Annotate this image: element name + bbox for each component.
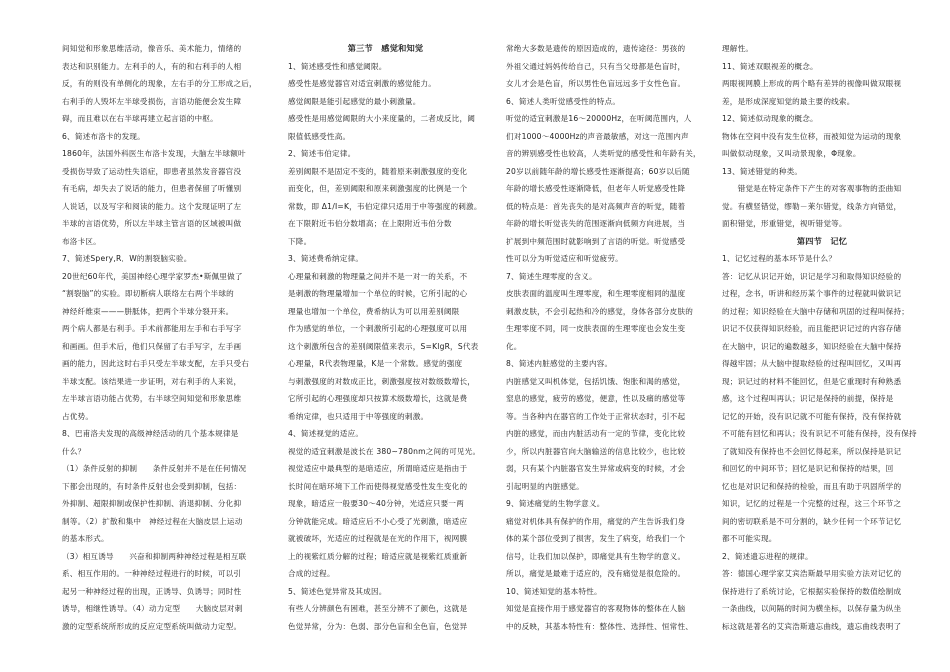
text-line: 们对1000～4000Hz的声音最敏感，对这一范围内声 (506, 131, 689, 141)
text-line: 色觉异常，分为：色弱、部分色盲和全色盲，色觉异 (288, 621, 468, 631)
text-line: 年龄的增长感受性逐渐降低，但老年人听觉感受性降 (506, 184, 686, 193)
text-line: 作为感觉的单位，一个刺激所引起的心理强度可以用 (288, 324, 468, 333)
text-line: 就被破坏，光适应的过程就是在光的作用下，视网膜 (288, 534, 468, 543)
text-line: 引起明显的内脏感觉。 (506, 481, 584, 491)
text-line: 神经纤维束———胼胝体，把两个半球分裂开来。 (62, 306, 234, 316)
text-line: 和画画。但手术后，他们只保留了右手写字，左手画 (62, 341, 242, 351)
text-line: 11、简述双眼视差的概念。 (722, 61, 818, 71)
text-line: 碍，而且难以在右半球再建立起言语的中枢。 (62, 114, 218, 123)
text-line: 音的辨别感受性也较高，人类听觉的感受性和年龄有关， (506, 149, 701, 158)
text-line: （3）相互诱导 兴奋和抑制两种神经过程是相互联 (62, 551, 247, 561)
text-line: 4、简述视觉的适应。 (288, 429, 364, 438)
text-line: 布洛卡区。 (62, 236, 101, 246)
text-line: 的基本形式。 (62, 534, 109, 543)
column-1 (62, 40, 267, 635)
text-line: 右利手的人毁坏左半球受损伤，言语功能便会发生障 (62, 96, 242, 106)
text-line: 两眼视网膜上形成的两个略有差异的视像叫做双眼视 (722, 79, 902, 88)
text-line: 视觉适应中最典型的是暗适应，所谓暗适应是指由于 (288, 464, 468, 473)
text-line: 7、简述生理零度的含义。 (506, 271, 597, 281)
text-line: 占优势。 (62, 411, 94, 421)
text-line: 不可能有回忆和再认；没有识记不可能有保持，没有保持 (722, 429, 917, 438)
section-heading: 第三节 感觉和知觉 (347, 43, 424, 53)
text-line: 起另一种神经过程的出现，正诱导、负诱导；同时性 (62, 586, 242, 596)
text-line: 视觉的适宜刺激是波长在 380~780nm之间的可见光。 (288, 446, 481, 456)
text-line: 标这就是著名的艾宾浩斯遗忘曲线，遗忘曲线表明了 (722, 621, 902, 631)
text-line: 感受性是感觉器官对适宜刺激的感觉能力。 (288, 79, 437, 88)
text-line: 希纳定律，也只适用于中等强度的刺激。 (288, 411, 429, 421)
text-line: 左半球言语功能占优势，右半球空间知觉和形象思维 (62, 394, 242, 403)
text-line: 等。当各种内在器官的工作处于正常状态时，引不起 (506, 411, 686, 421)
text-line: 3、简述费希纳定律。 (288, 254, 364, 263)
column-3 (506, 40, 709, 635)
text-line: 所以，痛觉是最难于适应的，没有痛觉是很危险的。 (506, 569, 686, 578)
text-line: 系、相互作用的。一种神经过程进行的时候，可以引 (62, 569, 242, 578)
text-line: 分钟就能完成。暗适应后不小心受了光刺激，暗适应 (288, 516, 468, 526)
text-line: 性可以分为听觉适应和听觉疲劳。 (506, 254, 623, 263)
text-line: 8、巴甫洛夫发现的高级神经活动的几个基本规律是 (62, 429, 239, 438)
section-heading: 第四节 记忆 (796, 235, 848, 246)
text-line: 间知觉和形象思维活动，像音乐、美术能力，情绪的 (62, 44, 242, 53)
text-line: 识记不仅获得知识经验，而且能把识记过的内容存储 (722, 324, 902, 333)
text-line: 20岁以前随年龄的增长感受性逐渐提高；60岁以后随 (506, 166, 690, 176)
text-line: 而变化，但，差别阈限和原来刺激强度的比例是一个 (288, 184, 468, 193)
text-line: “割裂脑”的实验。即切断病人联络左右两个半球的 (62, 289, 234, 298)
text-line: 长时间在暗环境下工作而使得视觉感受性发生变化的 (288, 481, 468, 491)
text-line: 听觉的适宜刺激是16～20000Hz，在听阈范围内，人 (506, 114, 692, 123)
text-line: 1860年，法国外科医生布洛卡发现，大脑左半球额叶 (62, 149, 246, 158)
text-line: 知识，记忆的过程是一个完整的过程，这三个环节之 (722, 499, 902, 508)
text-line: 忆也是对识记和保持的检验，而且有助于巩固所学的 (722, 481, 902, 491)
text-line: 7、简述Spery,R．W的割裂脑实验。 (62, 254, 192, 263)
text-line: 女儿才会是色盲，所以男性色盲远远多于女性色盲。 (506, 79, 686, 88)
text-line: 过程，念书，听讲和经历某个事件的过程就叫做识记 (722, 289, 902, 298)
text-line: 面积错觉，形重错觉，视听错觉等。 (722, 219, 847, 228)
text-line: 心理量和刺激的物理量之间并不是一对一的关系，不 (288, 271, 468, 281)
text-line: 内脏的感觉，而由内脏活动有一定的节律，变化比较 (506, 429, 686, 438)
text-line: 诱导，相继性诱导。（4）动力定型 大脑皮层对刺 (62, 604, 243, 613)
column-4 (722, 40, 922, 635)
text-line: 表达和识别能力。左利手的人，有的和右利手的人相 (62, 61, 242, 71)
text-line: （1）条件反射的抑制 条件反射并不是在任何情况 (62, 464, 247, 473)
text-line: 画的能力，因此这时右手只受左半球支配，左手只受右 (62, 359, 250, 368)
text-line: 扩展到中频范围时就影响到了言语的听觉。听觉感受 (506, 236, 686, 246)
text-line: 错觉是在特定条件下产生的对客观事物的歪曲知 (722, 184, 902, 193)
text-line: 12、简述似动现象的概念。 (722, 114, 818, 123)
text-line: 皮肤表面的温度叫生理零度，和生理零度相同的温度 (506, 289, 686, 298)
text-line: 和回忆的中间环节；回忆是识记和保持的结果，回 (722, 464, 894, 473)
text-line: 答：德国心理学家艾宾浩斯最早用实验方法对记忆的 (722, 569, 902, 578)
text-line: 什么？ (62, 446, 86, 456)
text-line: 保持进行了系统讨论，它根据实验保持的数值绘制成 (722, 586, 902, 596)
text-line: 都不可能实现。 (722, 534, 777, 543)
text-line: 记忆的开始，没有识记就不可能有保持，没有保持就 (722, 411, 902, 421)
text-line: 生理零度不同，同一皮肤表面的生理零度也会发生变 (506, 324, 686, 333)
text-line: 10、简述知觉的基本特性。 (506, 586, 602, 596)
text-line: 内脏感觉又叫机体觉，包括饥饿、饱胀和渴的感觉， (506, 376, 686, 386)
text-line: 了就知没有保持也不会回忆得起来，所以保持是识记 (722, 446, 902, 456)
text-line: 制等。（2）扩散和集中 神经过程在大脑皮层上运动 (62, 516, 243, 526)
text-line: 心理量，R代表物理量，K是一个常数。感觉的强度 (288, 359, 463, 368)
text-line: 13、简述错觉的种类。 (722, 166, 803, 176)
text-line: 有毛病，却失去了说话的能力，但患者保留了听懂别 (62, 184, 242, 193)
text-line: 这个刺激所包含的差别阈限值来表示，S=KlgR，S代表 (288, 341, 479, 351)
text-line: 感，这个过程叫再认；识记是保持的前提，保持是 (722, 394, 894, 403)
text-line: 感觉阈限是能引起感觉的最小刺激量。 (288, 96, 421, 106)
text-line: 在下限附近韦伯分数增高；在上限附近韦伯分数 (288, 219, 452, 228)
text-line: 合成的过程。 (288, 569, 335, 578)
text-line: 物体在空间中没有发生位移，而被知觉为运动的现象 (722, 131, 902, 141)
text-line: 在大脑中，识记的遍数越多，知识经验在大脑中保持 (722, 341, 902, 351)
text-line: 痛觉对机体具有保护的作用，痛觉的产生告诉我们身 (506, 516, 686, 526)
text-line: 6、简述人类听觉感受性的特点。 (506, 96, 621, 106)
text-line: 半球支配。该结果进一步证明，对右利手的人来说， (62, 376, 242, 386)
text-line: 体的某个部位受到了损害，发生了病变，给我们一个 (506, 534, 686, 543)
text-line: 半球的言语优势，所以左半球主管言语的区域被叫做 (62, 219, 242, 228)
text-line: 激的定型系统所形成的反应定型系统叫做动力定型。 (62, 621, 242, 631)
text-line: 的过程；知识经验在大脑中存储和巩固的过程叫保持； (722, 306, 910, 316)
text-line: 下降。 (288, 236, 312, 246)
text-line: 间的密切联系是不可分割的，缺少任何一个环节记忆 (722, 516, 902, 526)
text-line: 与刺激强度的对数成正比，刺激强度按对数级数增长， (288, 376, 476, 386)
text-line: 人说话，以及写字和阅读的能力。这个发现证明了左 (62, 201, 242, 211)
text-line: 得越牢固；从大脑中提取经验的过程叫回忆，又叫再 (722, 359, 902, 368)
text-line: 年龄的增长听觉丧失的范围逐渐向低频方向进展，当 (506, 219, 686, 228)
text-line: 上的视紫红质分解的过程；暗适应就是视紫红质重新 (288, 551, 468, 561)
text-line: 知觉是直接作用于感觉器官的客观物体的整体在人脑 (506, 604, 686, 613)
text-line: 少，所以内脏器官向大脑输送的信息比较少，也比较 (506, 446, 686, 456)
text-line: 理量也增加一个单位，费希纳认为可以用差别阈限 (288, 306, 460, 316)
text-line: 觉。有横竖错觉，缪勒－莱尔错觉，线条方向错觉， (722, 201, 902, 211)
text-line: 受损伤导致了运动性失语症，即患者虽然发音器官没 (62, 166, 242, 176)
text-line: 1、记忆过程的基本环节是什么？ (722, 254, 837, 263)
text-line: 低的特点是：首先丧失的是对高频声音的听觉，随着 (506, 201, 686, 211)
text-line: 差别阈限不是固定不变的，随着原来刺激强度的变化 (288, 166, 468, 176)
column-2 (288, 40, 483, 635)
text-line: 下都会出现的，有时条件反射也会受到抑制，包括： (62, 481, 242, 491)
text-line: 常数，即 Δ1/I=K，韦伯定律只适用于中等强度的刺激。 (288, 201, 482, 211)
text-line: 限值低感受性高。 (288, 131, 351, 141)
text-line: 1、简述感受性和感觉阈限。 (288, 61, 387, 71)
text-line: 2、简述遗忘进程的规律。 (722, 551, 813, 561)
text-line: 答：记忆从识记开始，识记是学习和取得知识经验的 (722, 271, 902, 281)
text-line: 5、简述色觉异常及其成因。 (288, 586, 387, 596)
text-line: 窒息的感觉，疲劳的感觉，便意，性以及痛的感觉等 (506, 394, 686, 403)
text-line: 刺激皮肤，不会引起热和冷的感觉，身体各部分皮肤的 (506, 306, 694, 316)
text-line: 一条曲线，以间隔的时间为横坐标，以保存量为纵坐 (722, 604, 902, 613)
text-line: 弱，只有某个内脏器官发生异常或病变的时候，才会 (506, 464, 686, 473)
text-line: 现象，暗适应一般要30～40分钟，光适应只要一两 (288, 499, 464, 508)
text-line: 2、简述韦伯定律。 (288, 149, 356, 158)
text-line: 是刺激的物理量增加一个单位的时候，它所引起的心 (288, 289, 468, 298)
text-line: 常绝大多数是遗传的原因造成的，遗传途径：男孩的 (506, 44, 686, 53)
text-line: 现；识记过的材料不能回忆，但是它重现时有种熟悉 (722, 376, 902, 386)
text-line: 感受性是用感觉阈限的大小来度量的，二者成反比，阈 (288, 114, 476, 123)
text-line: 20世纪60年代，美国神经心理学家罗杰•斯佩里做了 (62, 271, 243, 281)
text-line: 信号，让我们加以保护，即痛觉具有生物学的意义。 (506, 551, 686, 561)
text-line: 化。 (506, 341, 522, 351)
text-line: 两个病人都是右利手。手术前都能用左手和右手写字 (62, 324, 242, 333)
text-line: 差，是形成深度知觉的最主要的线索。 (722, 96, 855, 106)
text-line: 外祖父通过妈妈传给自己，只有当父母都是色盲时， (506, 61, 686, 71)
text-line: 理解性。 (722, 44, 754, 53)
text-line: 叫做似动现象，又叫动景现象，Φ现象。 (722, 149, 861, 158)
text-line: 它所引起的心理强度却只按算术级数增长，这就是费 (288, 394, 468, 403)
text-line: 6、简述布洛卡的发现。 (62, 131, 145, 141)
text-line: 8、简述内脏感觉的主要内容。 (506, 359, 613, 368)
text-line: 9、简述痛觉的生物学意义。 (506, 499, 605, 508)
text-line: 中的反映，其基本特性有：整体性、选择性、恒常性、 (506, 621, 694, 631)
text-line: 有些人分辨颜色有困难，甚至分辨不了颜色，这就是 (288, 604, 468, 613)
text-line: 反，有的则没有单侧化的现象，左右手的分工形成之后， (62, 79, 257, 88)
text-line: 外抑制、超限抑制或保护性抑制、消退抑制、分化抑 (62, 499, 242, 508)
